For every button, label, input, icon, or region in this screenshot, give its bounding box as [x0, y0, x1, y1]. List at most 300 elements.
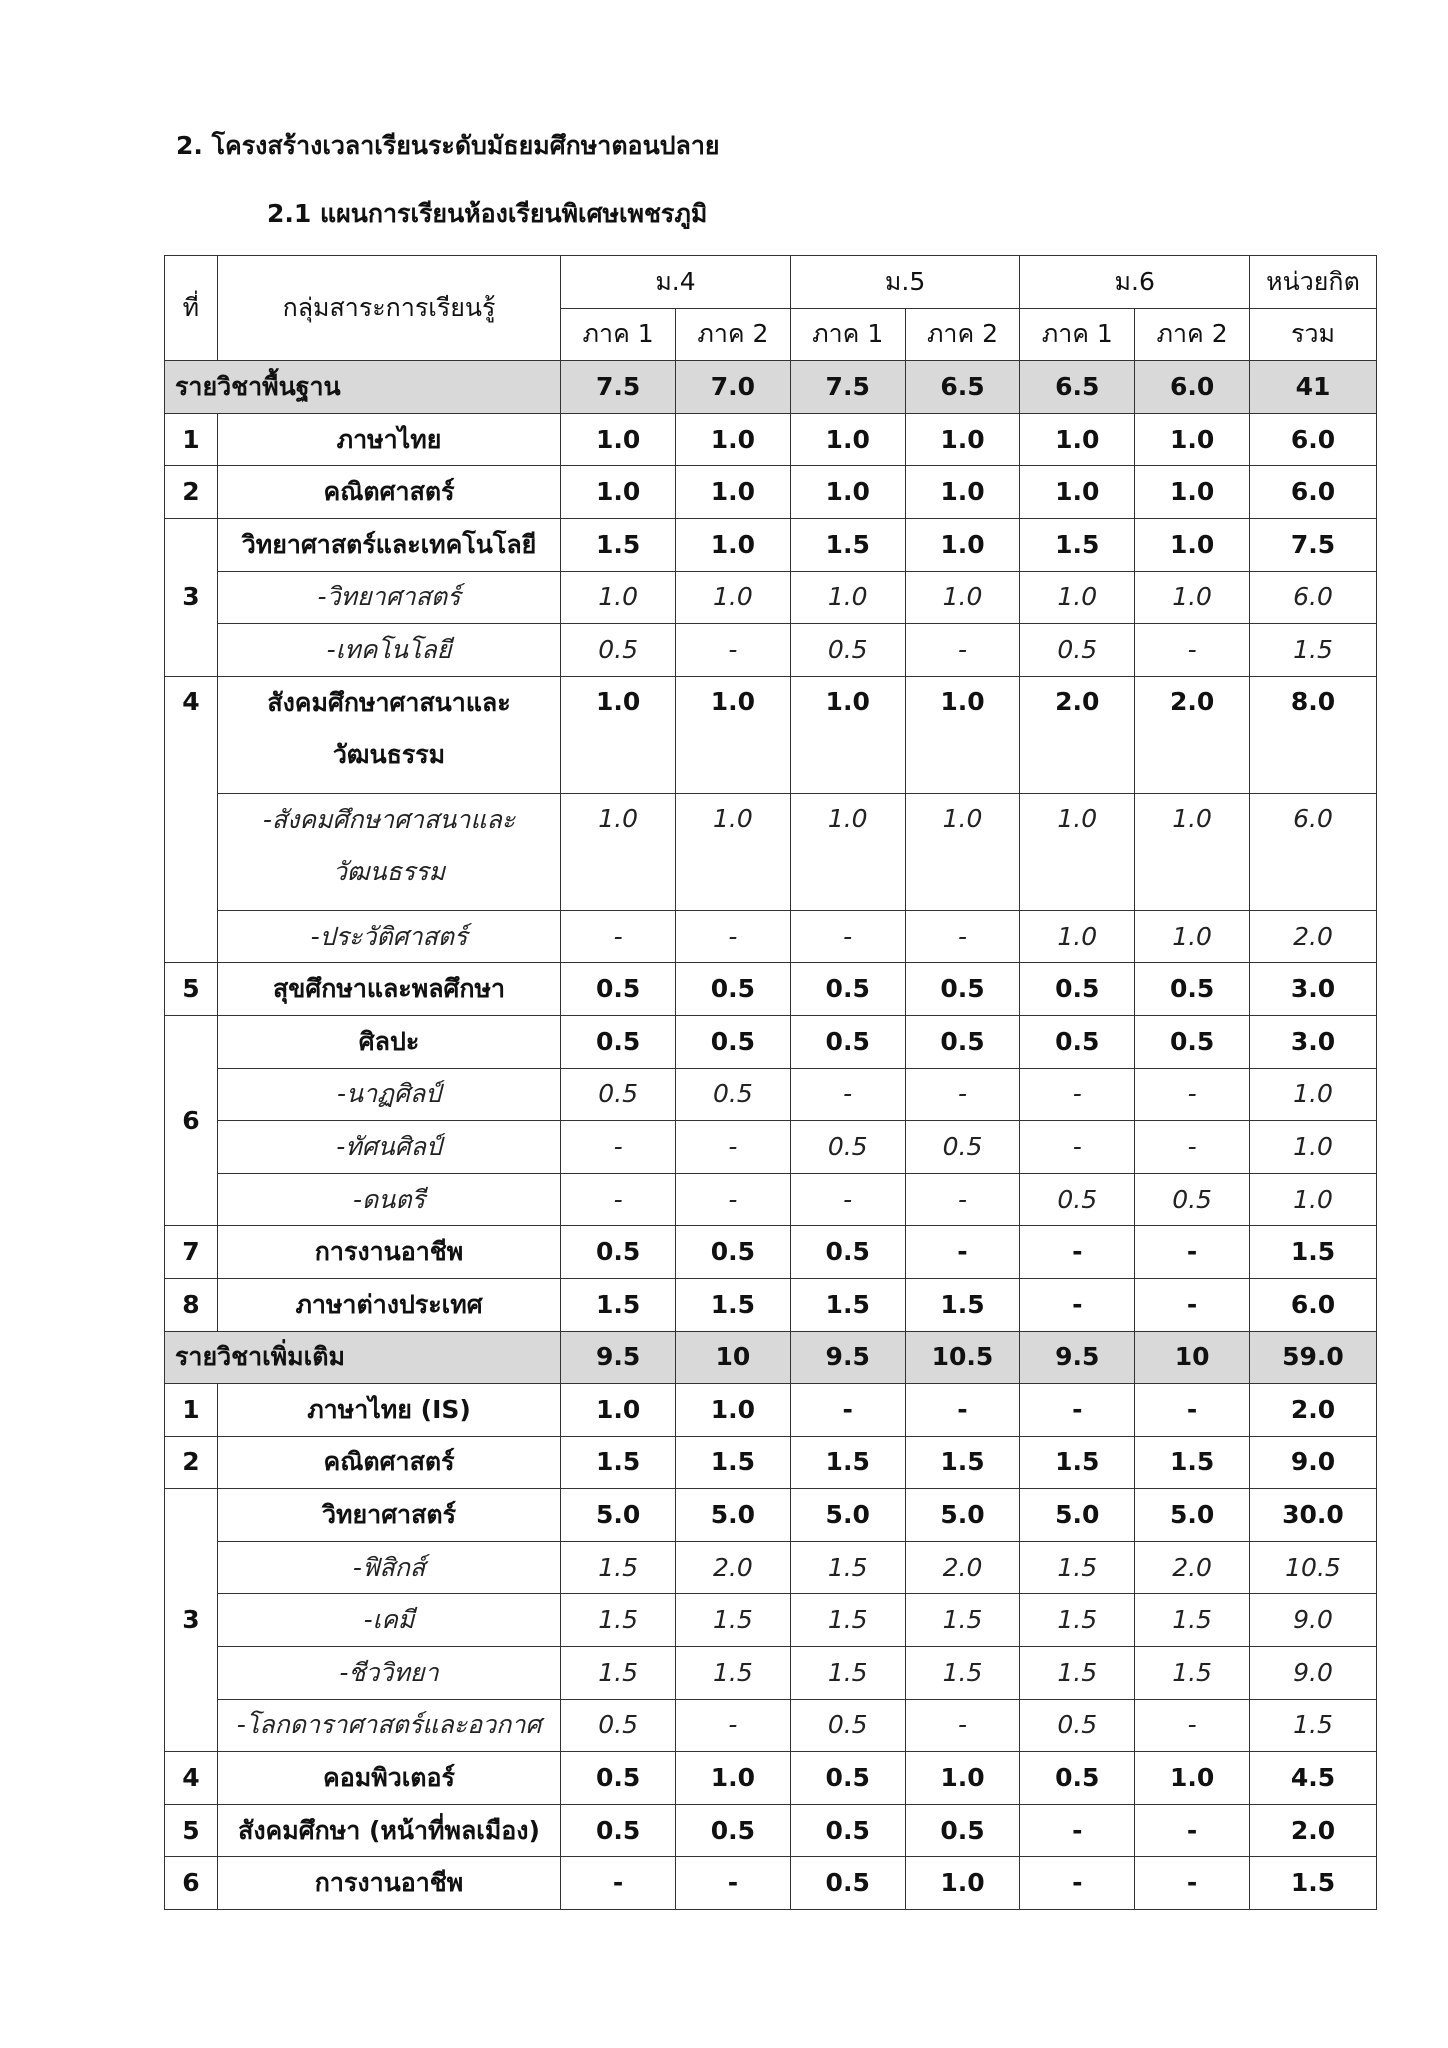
subject-name: [217, 1384, 560, 1437]
credit-value: 2.0: [1020, 676, 1135, 793]
sub-credit-value: 1.0: [561, 793, 676, 910]
credit-value: 1.0: [1020, 466, 1135, 519]
subject-name-text: ภาษาไทย: [336, 424, 442, 454]
credit-value: -: [1020, 1226, 1135, 1279]
sub-subject-name-text-line2: วัฒนธรรม: [332, 856, 446, 886]
credit-value: 2.0: [1135, 676, 1250, 793]
credit-value: -: [1135, 1804, 1250, 1857]
subject-name: [217, 518, 560, 571]
sub-credit-value: 1.0: [1249, 1173, 1376, 1226]
section-title: รายวิชาเพิ่มเติม: [165, 1331, 561, 1384]
sub-credit-value: 1.0: [1249, 1121, 1376, 1174]
subject-name: [217, 1278, 560, 1331]
subject-name-text: สังคมศึกษาศาสนาและ: [267, 687, 511, 717]
section-value: 6.5: [1020, 361, 1135, 414]
sub-credit-value: -: [676, 624, 791, 677]
sub-credit-value: 0.5: [676, 1068, 791, 1121]
row-number: 6: [165, 1857, 218, 1910]
credit-value: 9.0: [1249, 1436, 1376, 1489]
credit-value: 1.5: [561, 1278, 676, 1331]
credit-value: 8.0: [1249, 676, 1376, 793]
credit-value: 6.0: [1249, 413, 1376, 466]
sub-credit-value: -: [561, 1173, 676, 1226]
sub-subject-row: [165, 1173, 1377, 1226]
sub-subject-name: [217, 1594, 560, 1647]
sub-credit-value: 0.5: [905, 1121, 1020, 1174]
credit-value: 0.5: [790, 1804, 905, 1857]
sub-credit-value: 0.5: [1020, 624, 1135, 677]
header-m4-term2: ภาค 2: [676, 308, 791, 361]
credit-value: -: [1135, 1226, 1250, 1279]
sub-credit-value: -: [1135, 1699, 1250, 1752]
credit-value: 0.5: [790, 1857, 905, 1910]
sub-credit-value: 1.0: [1020, 910, 1135, 963]
credit-value: 1.0: [561, 413, 676, 466]
row-number: 5: [165, 963, 218, 1016]
section-value: 41: [1249, 361, 1376, 414]
credit-value: 1.0: [905, 1752, 1020, 1805]
section-value: 10: [676, 1331, 791, 1384]
sub-credit-value: -: [905, 1173, 1020, 1226]
sub-credit-value: 0.5: [790, 1699, 905, 1752]
sub-credit-value: 0.5: [561, 1699, 676, 1752]
sub-credit-value: 0.5: [1020, 1173, 1135, 1226]
credit-value: 1.0: [790, 676, 905, 793]
header-no: ที่: [165, 256, 218, 361]
credit-value: 1.0: [1135, 518, 1250, 571]
credit-value: 3.0: [1249, 963, 1376, 1016]
sub-credit-value: 6.0: [1249, 571, 1376, 624]
sub-credit-value: 1.0: [790, 571, 905, 624]
header-grade-m4: ม.4: [561, 256, 791, 309]
sub-credit-value: 10.5: [1249, 1541, 1376, 1594]
section-value: 10: [1135, 1331, 1250, 1384]
table-row: [165, 466, 1377, 519]
sub-credit-value: 1.5: [790, 1541, 905, 1594]
sub-subject-name: [217, 1121, 560, 1174]
sub-subject-row: [165, 1594, 1377, 1647]
sub-subject-name: [217, 910, 560, 963]
credit-value: 1.0: [676, 466, 791, 519]
table-row: [165, 1384, 1377, 1437]
sub-credit-value: 1.0: [1020, 793, 1135, 910]
subject-name: [217, 413, 560, 466]
credit-value: -: [1135, 1278, 1250, 1331]
sub-credit-value: 1.5: [1020, 1594, 1135, 1647]
credit-value: 1.5: [1249, 1857, 1376, 1910]
sub-credit-value: 1.0: [790, 793, 905, 910]
credit-value: 0.5: [1020, 1752, 1135, 1805]
subject-name-text: ศิลปะ: [358, 1026, 420, 1056]
sub-credit-value: 1.0: [905, 571, 1020, 624]
header-m6-term1: ภาค 1: [1020, 308, 1135, 361]
credit-value: 0.5: [561, 1226, 676, 1279]
credit-value: 1.0: [905, 466, 1020, 519]
table-row: [165, 1489, 1377, 1542]
row-number: 1: [165, 1384, 218, 1437]
credit-value: 1.0: [1135, 1752, 1250, 1805]
credit-value: -: [1135, 1857, 1250, 1910]
sub-credit-value: -: [1135, 1068, 1250, 1121]
credit-value: 0.5: [676, 1015, 791, 1068]
sub-credit-value: -: [1020, 1121, 1135, 1174]
credit-value: 1.5: [561, 518, 676, 571]
sub-credit-value: -: [676, 1173, 791, 1226]
section-value: 7.0: [676, 361, 791, 414]
row-number: 6: [165, 1015, 218, 1225]
sub-credit-value: -: [676, 910, 791, 963]
sub-credit-value: 1.5: [1020, 1541, 1135, 1594]
sub-subject-name-text: -เคมี: [363, 1605, 415, 1635]
credit-value: 1.0: [676, 413, 791, 466]
subject-name: [217, 1226, 560, 1279]
credit-value: 5.0: [676, 1489, 791, 1542]
subject-name-text: คอมพิวเตอร์: [323, 1763, 455, 1793]
credit-value: 1.5: [790, 1278, 905, 1331]
credit-value: 1.5: [561, 1436, 676, 1489]
table-row: [165, 963, 1377, 1016]
sub-credit-value: 1.0: [1249, 1068, 1376, 1121]
credit-value: 1.0: [905, 518, 1020, 571]
row-number: 1: [165, 413, 218, 466]
credit-value: 1.0: [1020, 413, 1135, 466]
subject-name-text: คณิตศาสตร์: [323, 477, 455, 507]
credit-value: 1.0: [1135, 466, 1250, 519]
credit-value: 1.5: [1020, 518, 1135, 571]
sub-credit-value: 1.5: [905, 1594, 1020, 1647]
sub-credit-value: 1.0: [676, 571, 791, 624]
header-grade-m6: ม.6: [1020, 256, 1250, 309]
credit-value: 6.0: [1249, 1278, 1376, 1331]
table-row: [165, 1226, 1377, 1279]
credit-value: 0.5: [905, 1804, 1020, 1857]
study-plan-table: [164, 255, 1377, 1910]
credit-value: 1.5: [1135, 1436, 1250, 1489]
sub-credit-value: -: [905, 1699, 1020, 1752]
credit-value: 5.0: [1135, 1489, 1250, 1542]
credit-value: 0.5: [790, 1226, 905, 1279]
sub-subject-row: [165, 1068, 1377, 1121]
sub-credit-value: 2.0: [1135, 1541, 1250, 1594]
sub-credit-value: -: [1020, 1068, 1135, 1121]
credit-value: 1.0: [790, 413, 905, 466]
sub-credit-value: 2.0: [1249, 910, 1376, 963]
sub-credit-value: -: [1135, 1121, 1250, 1174]
credit-value: 1.0: [561, 1384, 676, 1437]
subject-name: [217, 963, 560, 1016]
sub-credit-value: -: [905, 910, 1020, 963]
credit-value: 1.5: [676, 1278, 791, 1331]
credit-value: -: [905, 1226, 1020, 1279]
sub-subject-row: [165, 1647, 1377, 1700]
subject-name: [217, 1857, 560, 1910]
subject-name-text: วิทยาศาสตร์: [321, 1500, 457, 1530]
table-row: [165, 1278, 1377, 1331]
credit-value: 1.5: [905, 1278, 1020, 1331]
sub-credit-value: 1.5: [561, 1647, 676, 1700]
sub-credit-value: 1.5: [905, 1647, 1020, 1700]
section-value: 9.5: [1020, 1331, 1135, 1384]
header-m5-term2: ภาค 2: [905, 308, 1020, 361]
sub-credit-value: 6.0: [1249, 793, 1376, 910]
sub-credit-value: -: [561, 910, 676, 963]
sub-subject-name-text: -วิทยาศาสตร์: [317, 582, 461, 612]
sub-subject-name-text: -ประวัติศาสตร์: [310, 921, 468, 951]
credit-value: -: [790, 1384, 905, 1437]
sub-subject-name-text: -ฟิสิกส์: [352, 1552, 426, 1582]
credit-value: -: [1020, 1857, 1135, 1910]
section-value: 59.0: [1249, 1331, 1376, 1384]
subject-name-text: ภาษาต่างประเทศ: [295, 1289, 483, 1319]
sub-credit-value: 1.5: [790, 1594, 905, 1647]
credit-value: 0.5: [676, 963, 791, 1016]
credit-value: -: [561, 1857, 676, 1910]
sub-credit-value: -: [676, 1699, 791, 1752]
credit-value: 1.0: [676, 676, 791, 793]
sub-credit-value: 1.5: [676, 1594, 791, 1647]
sub-credit-value: 1.0: [1135, 571, 1250, 624]
subject-name-text: การงานอาชีพ: [314, 1237, 464, 1267]
sub-credit-value: 9.0: [1249, 1594, 1376, 1647]
credit-value: 3.0: [1249, 1015, 1376, 1068]
subject-name: [217, 1804, 560, 1857]
sub-subject-name-text: -สังคมศึกษาศาสนาและ: [262, 804, 516, 834]
sub-credit-value: 1.0: [1020, 571, 1135, 624]
table-row: [165, 1015, 1377, 1068]
sub-subject-name: [217, 1647, 560, 1700]
table-row: [165, 518, 1377, 571]
credit-value: -: [1020, 1384, 1135, 1437]
credit-value: 0.5: [790, 1752, 905, 1805]
credit-value: 1.5: [790, 518, 905, 571]
section-value: 6.0: [1135, 361, 1250, 414]
subject-name-text-line2: วัฒนธรรม: [332, 739, 446, 769]
header-m4-term1: ภาค 1: [561, 308, 676, 361]
sub-credit-value: 2.0: [905, 1541, 1020, 1594]
row-number: 7: [165, 1226, 218, 1279]
row-number: 2: [165, 1436, 218, 1489]
sub-credit-value: -: [1135, 624, 1250, 677]
sub-subject-row: [165, 624, 1377, 677]
credit-value: 1.0: [676, 1752, 791, 1805]
subject-name: [217, 1489, 560, 1542]
credit-value: 1.0: [561, 676, 676, 793]
sub-subject-name: [217, 1068, 560, 1121]
sub-credit-value: -: [905, 1068, 1020, 1121]
subject-name: [217, 1752, 560, 1805]
sub-subject-row: [165, 571, 1377, 624]
credit-value: 6.0: [1249, 466, 1376, 519]
table-row: [165, 413, 1377, 466]
section-row: [165, 1331, 1377, 1384]
sub-credit-value: 1.0: [1135, 910, 1250, 963]
sub-credit-value: 1.0: [676, 793, 791, 910]
header-m5-term1: ภาค 1: [790, 308, 905, 361]
sub-subject-row: [165, 1541, 1377, 1594]
sub-credit-value: 0.5: [790, 624, 905, 677]
table-row: [165, 676, 1377, 793]
sub-credit-value: 1.5: [1135, 1647, 1250, 1700]
row-number: 2: [165, 466, 218, 519]
section-value: 6.5: [905, 361, 1020, 414]
row-number: 3: [165, 1489, 218, 1752]
section-value: 9.5: [790, 1331, 905, 1384]
credit-value: 1.5: [790, 1436, 905, 1489]
sub-subject-name-text: -โลกดาราศาสตร์และอวกาศ: [236, 1710, 542, 1740]
credit-value: 1.0: [905, 1857, 1020, 1910]
section-value: 7.5: [561, 361, 676, 414]
document-subheading: 2.1 แผนการเรียนห้องเรียนพิเศษเพชรภูมิ: [267, 199, 708, 228]
credit-value: 5.0: [1020, 1489, 1135, 1542]
credit-value: 1.0: [1135, 413, 1250, 466]
table-row: [165, 1857, 1377, 1910]
table-body: [165, 361, 1377, 1910]
credit-value: 1.0: [905, 413, 1020, 466]
table-row: [165, 1804, 1377, 1857]
sub-subject-row: [165, 910, 1377, 963]
header-total-line1: หน่วยกิต: [1249, 256, 1376, 309]
sub-credit-value: 1.5: [561, 1594, 676, 1647]
header-total-line2: รวม: [1249, 308, 1376, 361]
credit-value: -: [676, 1857, 791, 1910]
sub-credit-value: 1.5: [1135, 1594, 1250, 1647]
credit-value: -: [1020, 1278, 1135, 1331]
sub-credit-value: 1.5: [1020, 1647, 1135, 1700]
table-row: [165, 1752, 1377, 1805]
header-m6-term2: ภาค 2: [1135, 308, 1250, 361]
sub-subject-name: [217, 793, 560, 910]
section-value: 7.5: [790, 361, 905, 414]
subject-name: [217, 466, 560, 519]
subject-name-text: วิทยาศาสตร์และเทคโนโลยี: [241, 529, 537, 559]
subject-name: [217, 676, 560, 793]
sub-subject-name-text: -เทคโนโลยี: [326, 634, 452, 664]
credit-value: 0.5: [561, 1804, 676, 1857]
sub-credit-value: 0.5: [1020, 1699, 1135, 1752]
credit-value: -: [905, 1384, 1020, 1437]
subject-name: [217, 1436, 560, 1489]
credit-value: 7.5: [1249, 518, 1376, 571]
subject-name-text: ภาษาไทย (IS): [307, 1394, 471, 1424]
sub-credit-value: -: [905, 624, 1020, 677]
credit-value: 4.5: [1249, 1752, 1376, 1805]
section-title: รายวิชาพื้นฐาน: [165, 361, 561, 414]
sub-subject-row: [165, 1121, 1377, 1174]
credit-value: 0.5: [1135, 1015, 1250, 1068]
credit-value: 5.0: [905, 1489, 1020, 1542]
document-heading: 2. โครงสร้างเวลาเรียนระดับมัธยมศึกษาตอนปลาย: [176, 131, 720, 160]
sub-subject-name: [217, 1699, 560, 1752]
row-number: 5: [165, 1804, 218, 1857]
credit-value: 0.5: [905, 1015, 1020, 1068]
row-number: 3: [165, 518, 218, 676]
sub-credit-value: 1.5: [790, 1647, 905, 1700]
sub-credit-value: 1.5: [1249, 1699, 1376, 1752]
credit-value: 1.5: [1249, 1226, 1376, 1279]
sub-credit-value: 1.5: [1249, 624, 1376, 677]
credit-value: 0.5: [1020, 963, 1135, 1016]
sub-subject-name: [217, 571, 560, 624]
sub-subject-name-text: -ทัศนศิลป์: [336, 1131, 442, 1161]
credit-value: 1.5: [1020, 1436, 1135, 1489]
header-group: กลุ่มสาระการเรียนรู้: [217, 256, 560, 361]
credit-value: 0.5: [790, 1015, 905, 1068]
table-row: [165, 1436, 1377, 1489]
sub-subject-name: [217, 1173, 560, 1226]
credit-value: 5.0: [790, 1489, 905, 1542]
credit-value: 0.5: [1020, 1015, 1135, 1068]
sub-credit-value: 0.5: [790, 1121, 905, 1174]
sub-subject-name: [217, 624, 560, 677]
credit-value: 0.5: [676, 1226, 791, 1279]
sub-subject-name: [217, 1541, 560, 1594]
sub-credit-value: 1.0: [905, 793, 1020, 910]
header-grade-m5: ม.5: [790, 256, 1020, 309]
sub-credit-value: 2.0: [676, 1541, 791, 1594]
subject-name-text: สุขศึกษาและพลศึกษา: [272, 974, 506, 1004]
sub-credit-value: 9.0: [1249, 1647, 1376, 1700]
credit-value: 2.0: [1249, 1804, 1376, 1857]
credit-value: 0.5: [676, 1804, 791, 1857]
credit-value: 0.5: [561, 963, 676, 1016]
subject-name-text: คณิตศาสตร์: [323, 1447, 455, 1477]
sub-subject-name-text: -นาฏศิลป์: [337, 1079, 442, 1109]
credit-value: -: [1135, 1384, 1250, 1437]
sub-credit-value: -: [561, 1121, 676, 1174]
credit-value: 1.0: [676, 1384, 791, 1437]
credit-value: 1.5: [905, 1436, 1020, 1489]
credit-value: 0.5: [790, 963, 905, 1016]
sub-credit-value: -: [790, 1173, 905, 1226]
section-value: 10.5: [905, 1331, 1020, 1384]
sub-credit-value: 0.5: [1135, 1173, 1250, 1226]
sub-credit-value: -: [676, 1121, 791, 1174]
sub-credit-value: 0.5: [561, 624, 676, 677]
section-row: [165, 361, 1377, 414]
subject-name-text: สังคมศึกษา (หน้าที่พลเมือง): [238, 1815, 540, 1845]
sub-credit-value: -: [790, 1068, 905, 1121]
credit-value: 0.5: [561, 1015, 676, 1068]
subject-name: [217, 1015, 560, 1068]
credit-value: 1.0: [676, 518, 791, 571]
sub-credit-value: 1.0: [561, 571, 676, 624]
credit-value: 1.0: [790, 466, 905, 519]
credit-value: 1.5: [676, 1436, 791, 1489]
sub-subject-row: [165, 793, 1377, 910]
sub-subject-row: [165, 1699, 1377, 1752]
sub-credit-value: 1.0: [1135, 793, 1250, 910]
sub-credit-value: 1.5: [676, 1647, 791, 1700]
sub-credit-value: 1.5: [561, 1541, 676, 1594]
credit-value: 30.0: [1249, 1489, 1376, 1542]
row-number: 8: [165, 1278, 218, 1331]
row-number: 4: [165, 676, 218, 963]
sub-subject-name-text: -ชีววิทยา: [339, 1657, 439, 1687]
subject-name-text: การงานอาชีพ: [314, 1868, 464, 1898]
sub-subject-name-text: -ดนตรี: [353, 1184, 426, 1214]
credit-value: 0.5: [1135, 963, 1250, 1016]
table-header: [165, 256, 1377, 361]
credit-value: 0.5: [905, 963, 1020, 1016]
sub-credit-value: 0.5: [561, 1068, 676, 1121]
credit-value: 5.0: [561, 1489, 676, 1542]
sub-credit-value: -: [790, 910, 905, 963]
credit-value: -: [1020, 1804, 1135, 1857]
credit-value: 1.0: [561, 466, 676, 519]
credit-value: 1.0: [905, 676, 1020, 793]
section-value: 9.5: [561, 1331, 676, 1384]
row-number: 4: [165, 1752, 218, 1805]
